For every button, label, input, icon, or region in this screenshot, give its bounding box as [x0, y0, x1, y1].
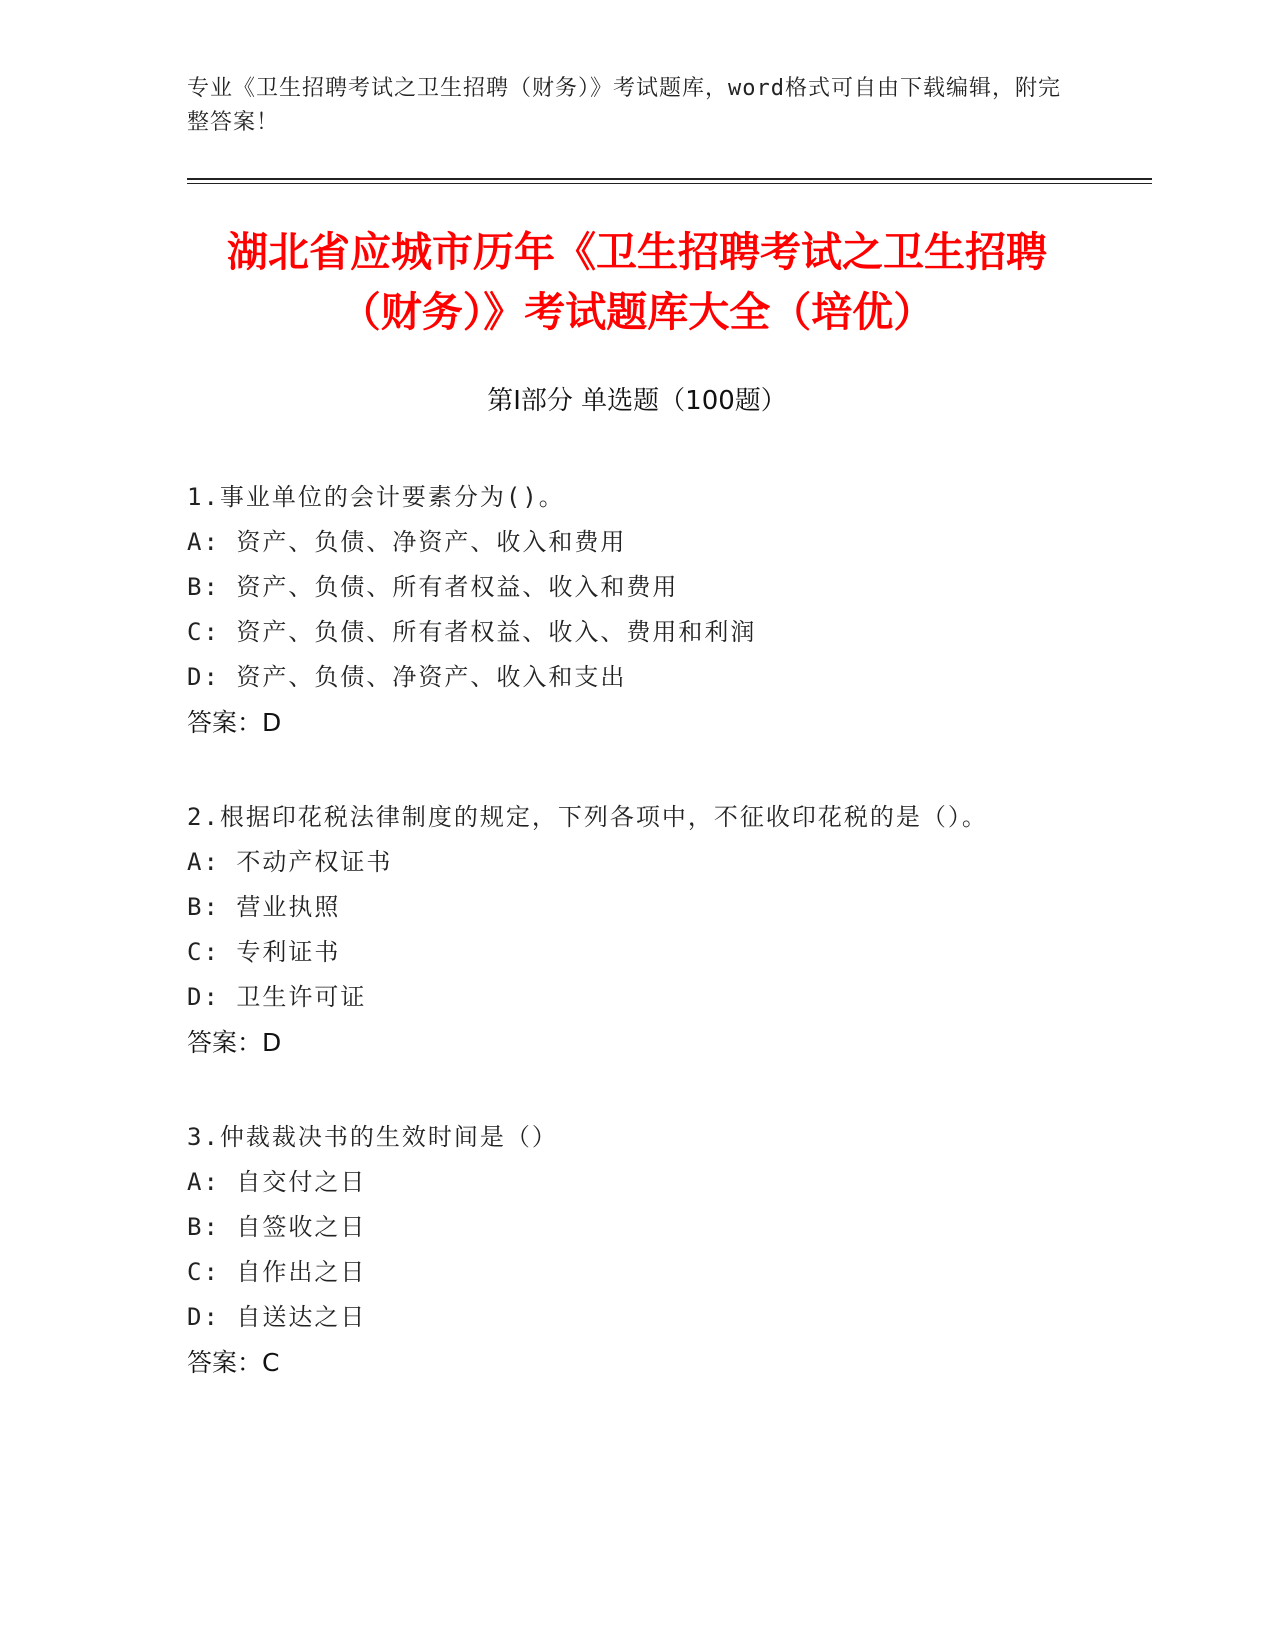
answer: 答案：D	[187, 1028, 282, 1057]
option-text: 卫生许可证	[236, 983, 367, 1011]
option-a	[187, 840, 1067, 885]
option-b	[187, 565, 1067, 610]
option-text: 资产、负债、净资产、收入和费用	[236, 528, 627, 556]
option-key: B:	[187, 1213, 220, 1241]
option-b	[187, 885, 1067, 930]
question-list	[187, 475, 1067, 1435]
option-key: A:	[187, 1168, 220, 1196]
section-title: 第Ⅰ部分 单选题（100题）	[487, 386, 787, 416]
answer: 答案：C	[187, 1348, 280, 1377]
option-text: 自交付之日	[236, 1168, 367, 1196]
option-key: A:	[187, 528, 220, 556]
question-3	[187, 1115, 1067, 1385]
option-key: B:	[187, 573, 220, 601]
header-divider-thick	[187, 178, 1152, 180]
header-note: 专业《卫生招聘考试之卫生招聘（财务）》考试题库，word格式可自由下载编辑，附完整答案！	[187, 76, 1061, 135]
option-text: 资产、负债、所有者权益、收入、费用和利润	[236, 618, 757, 646]
option-d	[187, 1295, 1067, 1340]
option-key: D:	[187, 663, 220, 691]
option-a	[187, 1160, 1067, 1205]
option-key: D:	[187, 983, 220, 1011]
question-text: 1.事业单位的会计要素分为()。	[187, 483, 565, 511]
option-key: C:	[187, 938, 220, 966]
option-b	[187, 1205, 1067, 1250]
option-text: 资产、负债、所有者权益、收入和费用	[236, 573, 679, 601]
option-text: 营业执照	[236, 893, 341, 921]
option-key: C:	[187, 1258, 220, 1286]
option-text: 自送达之日	[236, 1303, 367, 1331]
document-title: 湖北省应城市历年《卫生招聘考试之卫生招聘（财务）》考试题库大全（培优）	[227, 228, 1047, 336]
option-d	[187, 655, 1067, 700]
option-c	[187, 930, 1067, 975]
option-key: B:	[187, 893, 220, 921]
option-d	[187, 975, 1067, 1020]
question-1	[187, 475, 1067, 745]
option-text: 自签收之日	[236, 1213, 367, 1241]
option-text: 不动产权证书	[236, 848, 393, 876]
question-2	[187, 795, 1067, 1065]
answer: 答案：D	[187, 708, 282, 737]
header-divider-thin	[187, 183, 1152, 184]
option-text: 资产、负债、净资产、收入和支出	[236, 663, 627, 691]
option-key: C:	[187, 618, 220, 646]
question-text: 2.根据印花税法律制度的规定，下列各项中，不征收印花税的是（）。	[187, 803, 988, 831]
option-text: 自作出之日	[236, 1258, 367, 1286]
option-c	[187, 610, 1067, 655]
option-a	[187, 520, 1067, 565]
option-c	[187, 1250, 1067, 1295]
option-key: A:	[187, 848, 220, 876]
question-text: 3.仲裁裁决书的生效时间是（）	[187, 1123, 558, 1151]
option-key: D:	[187, 1303, 220, 1331]
option-text: 专利证书	[236, 938, 341, 966]
